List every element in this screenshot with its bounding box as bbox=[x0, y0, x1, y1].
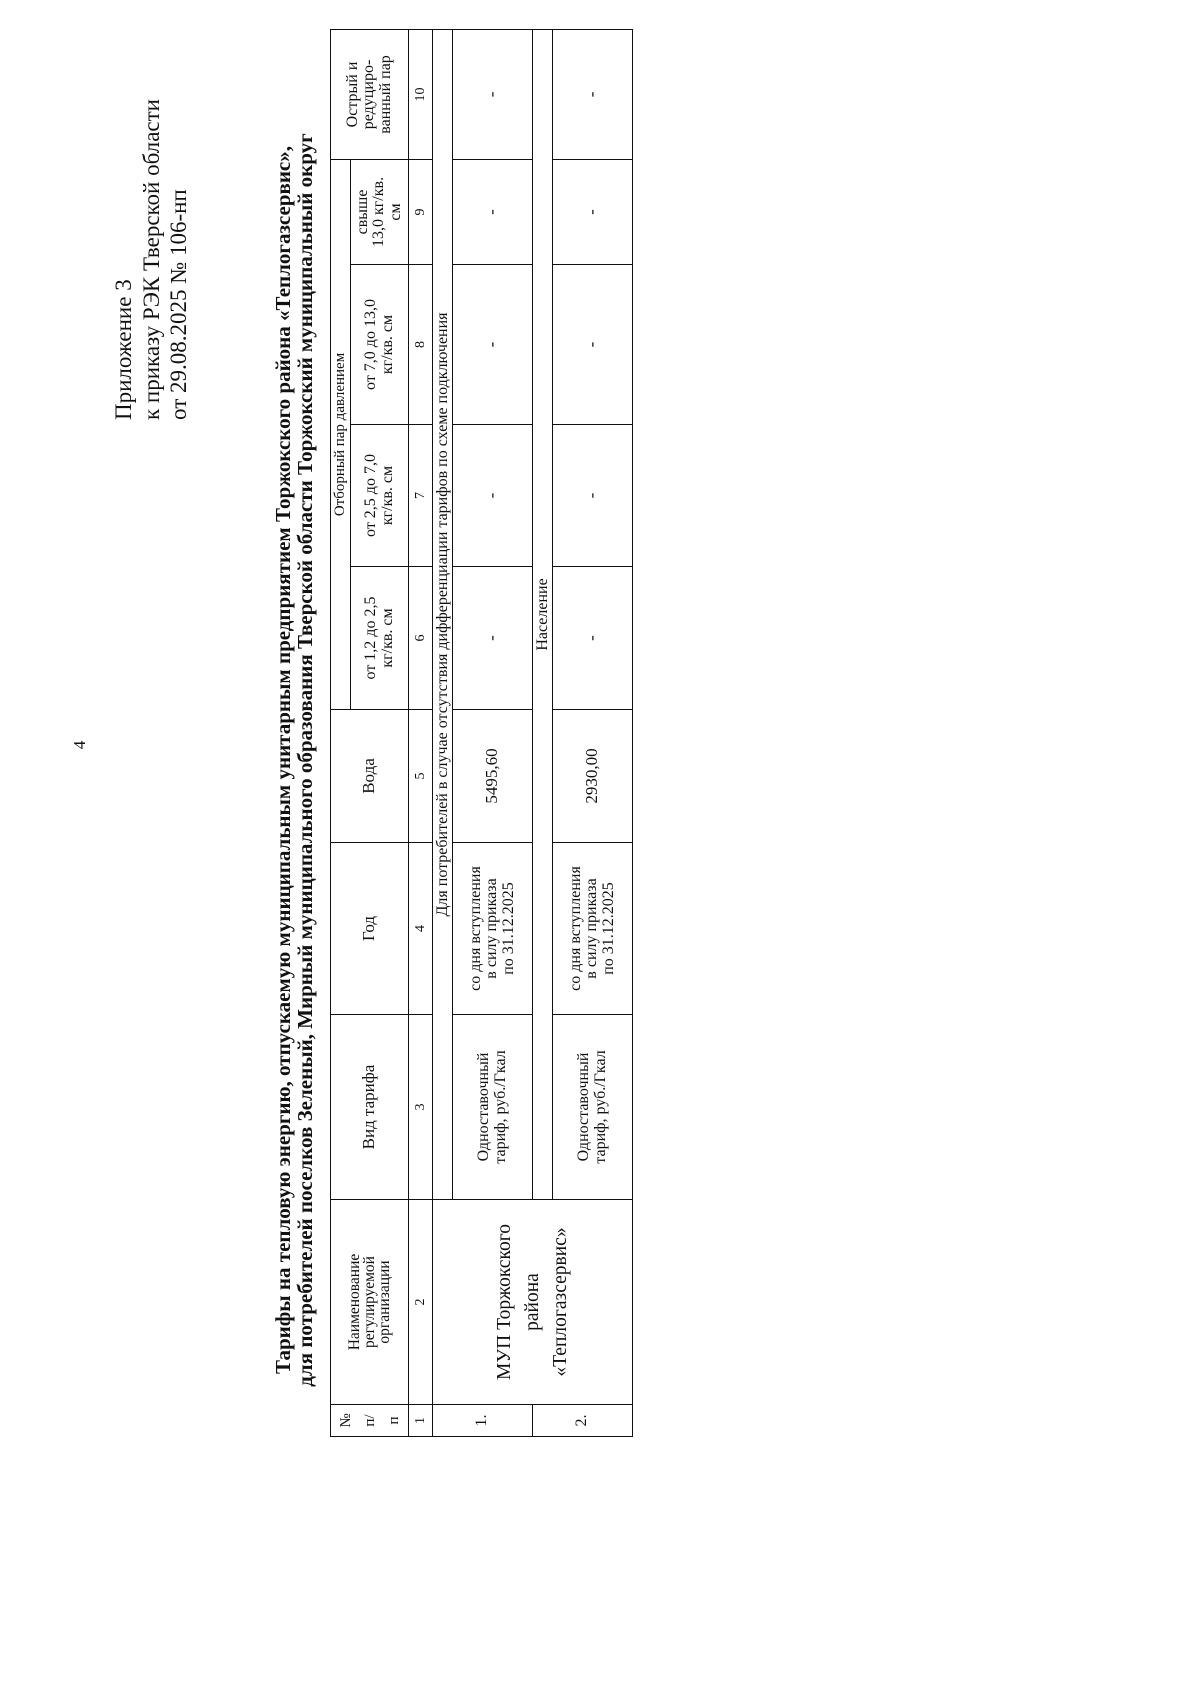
cell-line: тариф, руб./Гкал bbox=[591, 1050, 609, 1164]
cell-line: кг/кв. см bbox=[378, 314, 396, 375]
steam-tariff-cell: - bbox=[453, 425, 533, 567]
header-cell-year: Год bbox=[331, 843, 409, 1015]
cell-line: в силу приказа bbox=[483, 878, 501, 979]
cell-line: Наименование bbox=[346, 1253, 363, 1351]
cell-line: в силу приказа bbox=[583, 878, 601, 979]
water-tariff-cell: 5495,60 bbox=[453, 710, 533, 843]
sharp-steam-tariff-cell: - bbox=[553, 29, 633, 159]
steam-tariff-cell: - bbox=[553, 159, 633, 264]
cell-line: свыше bbox=[353, 189, 371, 235]
header-cell-steam-above-13-0 bbox=[351, 159, 409, 264]
title-line: Тарифы на тепловую энергию, отпускаемую муниципальным унитарным предприятием Торжокского района «Теплогазсервис», bbox=[271, 146, 295, 1375]
cell-line: Острый и bbox=[343, 61, 361, 128]
cell-line: п/ bbox=[361, 1414, 378, 1427]
header-cell-sharp-reduced-steam bbox=[331, 29, 409, 159]
cell-line: от 7,0 до 13,0 bbox=[362, 299, 379, 390]
cell-line: п bbox=[385, 1416, 402, 1425]
appendix-line: к приказу РЭК Тверской области bbox=[138, 99, 164, 420]
header-cell-steam-2-5-to-7-0 bbox=[351, 425, 409, 567]
column-number-row bbox=[409, 29, 433, 1436]
cell-line: Одноставочный bbox=[575, 1052, 592, 1162]
column-number-cell: 8 bbox=[409, 265, 433, 425]
steam-tariff-cell: - bbox=[453, 265, 533, 425]
appendix-line: от 29.08.2025 № 106-нп bbox=[166, 189, 191, 420]
cell-line: регулируемой bbox=[361, 1256, 378, 1348]
steam-tariff-cell: - bbox=[553, 265, 633, 425]
column-number-cell: 1 bbox=[409, 1405, 433, 1437]
cell-line: по 31.12.2025 bbox=[599, 882, 617, 975]
row-number-cell: 2. bbox=[533, 1405, 633, 1437]
steam-tariff-cell: - bbox=[453, 567, 533, 710]
period-cell bbox=[453, 843, 533, 1015]
cell-line: кг/кв. см bbox=[378, 465, 396, 526]
column-number-cell: 10 bbox=[409, 29, 433, 159]
cell-line: редуциро- bbox=[360, 59, 378, 130]
cell-line: см bbox=[386, 203, 404, 221]
column-number-cell: 6 bbox=[409, 567, 433, 710]
tariff-type-cell bbox=[553, 1015, 633, 1200]
organization-cell bbox=[433, 1200, 633, 1405]
cell-line: от 1,2 до 2,5 bbox=[362, 596, 379, 680]
cell-line: «Теплогазсервис» bbox=[549, 1227, 571, 1377]
water-tariff-cell: 2930,00 bbox=[553, 710, 633, 843]
cell-line: по 31.12.2025 bbox=[499, 882, 517, 975]
column-number-cell: 3 bbox=[409, 1015, 433, 1200]
column-number-cell: 7 bbox=[409, 425, 433, 567]
header-cell-tariff-type: Вид тарифа bbox=[331, 1015, 409, 1200]
cell-line: ванный пар bbox=[376, 55, 394, 134]
column-number-cell: 2 bbox=[409, 1200, 433, 1405]
cell-line: района bbox=[521, 1273, 543, 1331]
header-cell-number bbox=[331, 1405, 409, 1437]
section-row bbox=[433, 29, 453, 1436]
page-number: 4 bbox=[70, 740, 89, 750]
steam-tariff-cell: - bbox=[453, 159, 533, 264]
cell-line: Одноставочный bbox=[475, 1052, 492, 1162]
column-number-cell: 4 bbox=[409, 843, 433, 1015]
column-number-cell: 5 bbox=[409, 710, 433, 843]
cell-line: со дня вступления bbox=[466, 866, 484, 991]
cell-line: № bbox=[337, 1413, 354, 1428]
appendix-line: Приложение 3 bbox=[111, 279, 136, 420]
cell-line: от 2,5 до 7,0 bbox=[362, 454, 379, 537]
column-number-cell: 9 bbox=[409, 159, 433, 264]
header-cell-extraction-steam: Отборный пар давлением bbox=[331, 159, 351, 709]
tariff-table bbox=[330, 29, 633, 1437]
row-number-cell: 1. bbox=[433, 1405, 533, 1437]
header-cell-organization bbox=[331, 1200, 409, 1405]
cell-line: МУП Торжокского bbox=[493, 1224, 515, 1380]
sharp-steam-tariff-cell: - bbox=[453, 29, 533, 159]
cell-line: 13,0 кг/кв. bbox=[370, 176, 388, 248]
steam-tariff-cell: - bbox=[553, 425, 633, 567]
cell-line: тариф, руб./Гкал bbox=[491, 1050, 509, 1164]
steam-tariff-cell: - bbox=[553, 567, 633, 710]
cell-line: со дня вступления bbox=[566, 866, 584, 991]
tariff-type-cell bbox=[453, 1015, 533, 1200]
header-cell-steam-7-0-to-13-0 bbox=[351, 265, 409, 425]
header-cell-water: Вода bbox=[331, 710, 409, 843]
section-label-cell: Население bbox=[533, 29, 553, 1199]
cell-line: организации bbox=[376, 1260, 393, 1344]
header-cell-steam-1-2-to-2-5 bbox=[351, 567, 409, 710]
appendix-block bbox=[110, 99, 193, 420]
header-row-top bbox=[331, 29, 351, 1436]
period-cell bbox=[553, 843, 633, 1015]
cell-line: кг/кв. см bbox=[378, 608, 396, 668]
section-label-cell: Для потребителей в случае отсутствия дифференциации тарифов по схеме подключения bbox=[433, 29, 453, 1199]
document-title bbox=[272, 0, 316, 1520]
title-line: для потребителей поселков Зеленый, Мирный муниципального образования Тверской области Торжокский муниципальный округ bbox=[293, 133, 317, 1387]
